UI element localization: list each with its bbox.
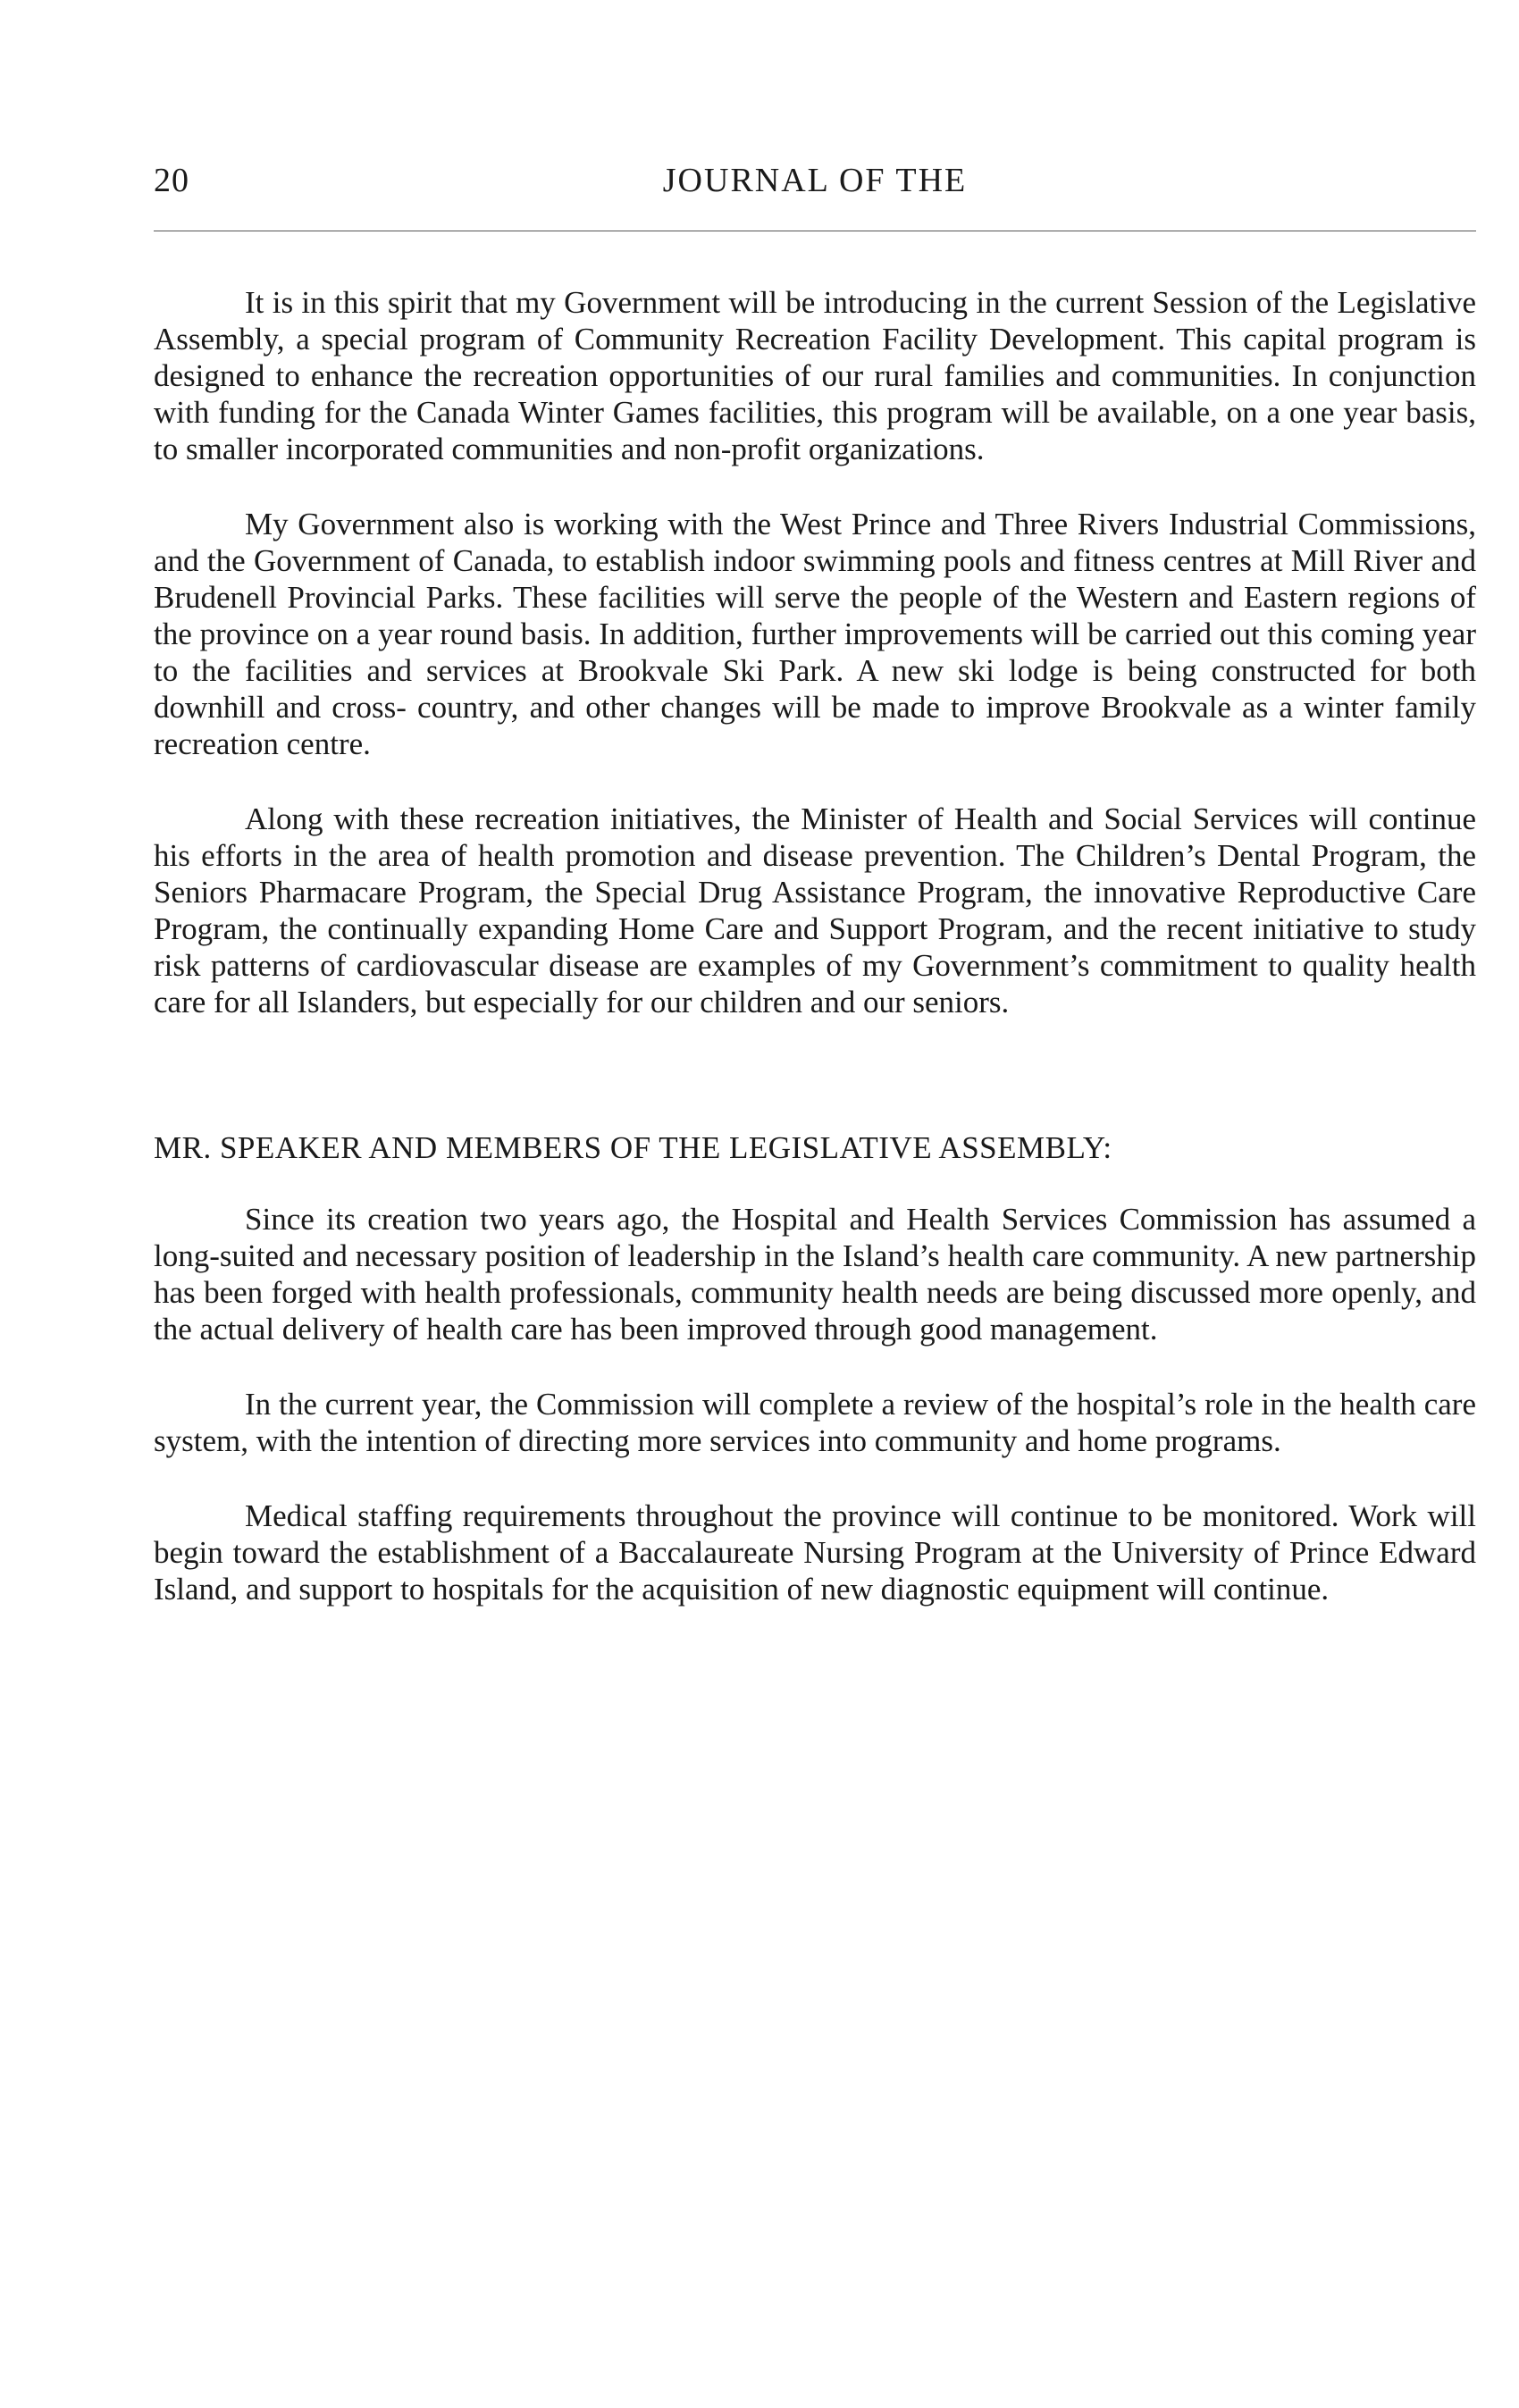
paragraph-medical-staffing: Medical staffing requirements throughout the province will continue to be monitored. Work will begin toward the establishment of a Baccalaureate Nursing Program at the University of Prince Edward Island, and support to hospitals for the acquisition of new diagnostic equipment will continue. [154, 1498, 1476, 1607]
body-text [154, 284, 1476, 1607]
paragraph-swimming-pools: My Government also is working with the West Prince and Three Rivers Industrial Commissions, and the Government of Canada, to establish indoor swimming pools and fitness centres at Mill River and Brudenell Provincial Parks. These facilities will serve the people of the Western and Eastern regions of the province on a year round basis. In addition, further improvements will be carried out this coming year to the facilities and services at Brookvale Ski Park. A new ski lodge is being constructed for both downhill and cross- country, and other changes will be made to improve Brookvale as a winter family recreation centre. [154, 507, 1476, 761]
paragraph-recreation-program: It is in this spirit that my Government will be introducing in the current Session of the Legislative Assembly, a special program of Community Recreation Facility Development. This capital program is designed to enhance the recreation opportunities of our rural families and communities. In conjunction with funding for the Canada Winter Games facilities, this program will be available, on a one year basis, to smaller incorporated communities and non-profit organizations. [154, 285, 1476, 466]
running-head [154, 161, 1476, 211]
paragraph-health-commission: Since its creation two years ago, the Hospital and Health Services Commission has assumed a long-suited and necessary position of leadership in the Island’s health care community. A new partnership has been forged with health professionals, community health needs are being discussed more openly, and the actual delivery of health care has been improved through good management. [154, 1202, 1476, 1347]
paragraph-hospital-review: In the current year, the Commission will complete a review of the hospital’s role in the health care system, with the intention of directing more services into community and home programs. [154, 1387, 1476, 1458]
page-number: 20 [154, 162, 189, 199]
paragraph-health-promotion: Along with these recreation initiatives, the Minister of Health and Social Services will continue his efforts in the area of health promotion and disease prevention. The Children’s Dental Program, the Seniors Pharmacare Program, the Special Drug Assistance Program, the innovative Reproductive Care Program, the continually expanding Home Care and Support Program, and the recent initiative to study risk patterns of cardiovascular disease are examples of my Government’s commitment to quality health care for all Islanders, but especially for our children and our seniors. [154, 801, 1476, 1019]
section-heading: MR. SPEAKER AND MEMBERS OF THE LEGISLATIVE ASSEMBLY: [154, 1130, 1112, 1165]
journal-title: JOURNAL OF THE [662, 162, 968, 199]
